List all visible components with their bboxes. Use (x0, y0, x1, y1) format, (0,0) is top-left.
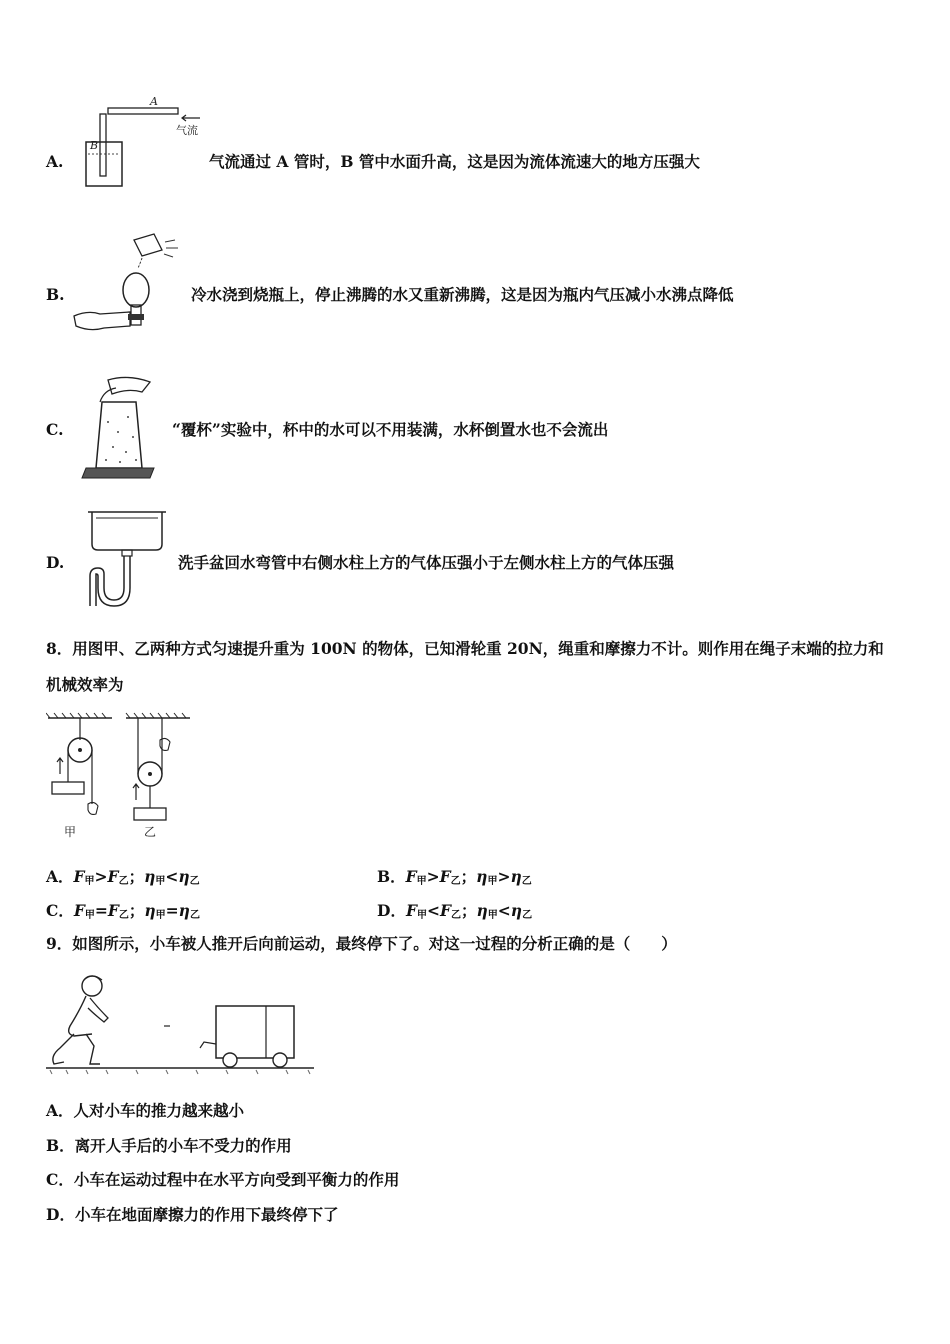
inverted-cup-figure (78, 372, 163, 482)
q8-option-d[interactable]: D．$F_甲<F_乙$；$\eta_甲<\eta_乙$ (377, 901, 533, 921)
q9-stem: 9．如图所示，小车被人推开后向前运动，最终停下了。对这一过程的分析正确的是（ ） (46, 934, 677, 953)
pulley-figure (46, 712, 196, 842)
q7-option-d-letter: D. (46, 553, 65, 572)
q9-option-a[interactable]: A．人对小车的推力越来越小 (46, 1101, 245, 1120)
sink-trap-figure (78, 508, 173, 608)
pulley-label-right: 乙 (144, 825, 157, 839)
q9-option-c[interactable]: C．小车在运动过程中在水平方向受到平衡力的作用 (46, 1170, 400, 1189)
tube-airflow-figure (80, 92, 215, 192)
q8-stem-line1: 8．用图甲、乙两种方式匀速提升重为 100N 的物体，已知滑轮重 20N，绳重和摩擦力不计。则作用在绳子末端的拉力和 (46, 639, 884, 658)
q9-option-d[interactable]: D．小车在地面摩擦力的作用下最终停下了 (46, 1205, 339, 1224)
q7-option-b-letter: B. (46, 285, 65, 304)
q9-option-b[interactable]: B．离开人手后的小车不受力的作用 (46, 1136, 292, 1155)
cart-push-figure (46, 972, 318, 1077)
q8-option-c[interactable]: C．$F_甲=F_乙$；$\eta_甲=\eta_乙$ (46, 901, 200, 921)
q7-option-a-letter: A. (46, 152, 64, 171)
airflow-label: 气流 (176, 124, 198, 137)
q7-option-d-text: 洗手盆回水弯管中右侧水柱上方的气体压强小于左侧水柱上方的气体压强 (178, 553, 675, 572)
q7-option-c-letter: C. (46, 420, 64, 439)
pulley-label-left: 甲 (64, 825, 77, 839)
q7-option-c-text: “覆杯”实验中，杯中的水可以不用装满，水杯倒置水也不会流出 (172, 420, 609, 439)
flask-boiling-figure (70, 232, 190, 342)
q8-option-a[interactable]: A．$F_甲>F_乙$；$\eta_甲<\eta_乙$ (46, 867, 200, 887)
tube-a-label: A (150, 95, 158, 108)
tube-b-label: B (90, 139, 99, 152)
q7-option-b-text: 冷水浇到烧瓶上，停止沸腾的水又重新沸腾，这是因为瓶内气压减小水沸点降低 (191, 285, 734, 304)
q7-option-a-text: 气流通过 A 管时，B 管中水面升高，这是因为流体流速大的地方压强大 (209, 152, 700, 171)
q8-option-b[interactable]: B．$F_甲>F_乙$；$\eta_甲>\eta_乙$ (377, 867, 532, 887)
q8-stem-line2: 机械效率为 (46, 675, 124, 694)
